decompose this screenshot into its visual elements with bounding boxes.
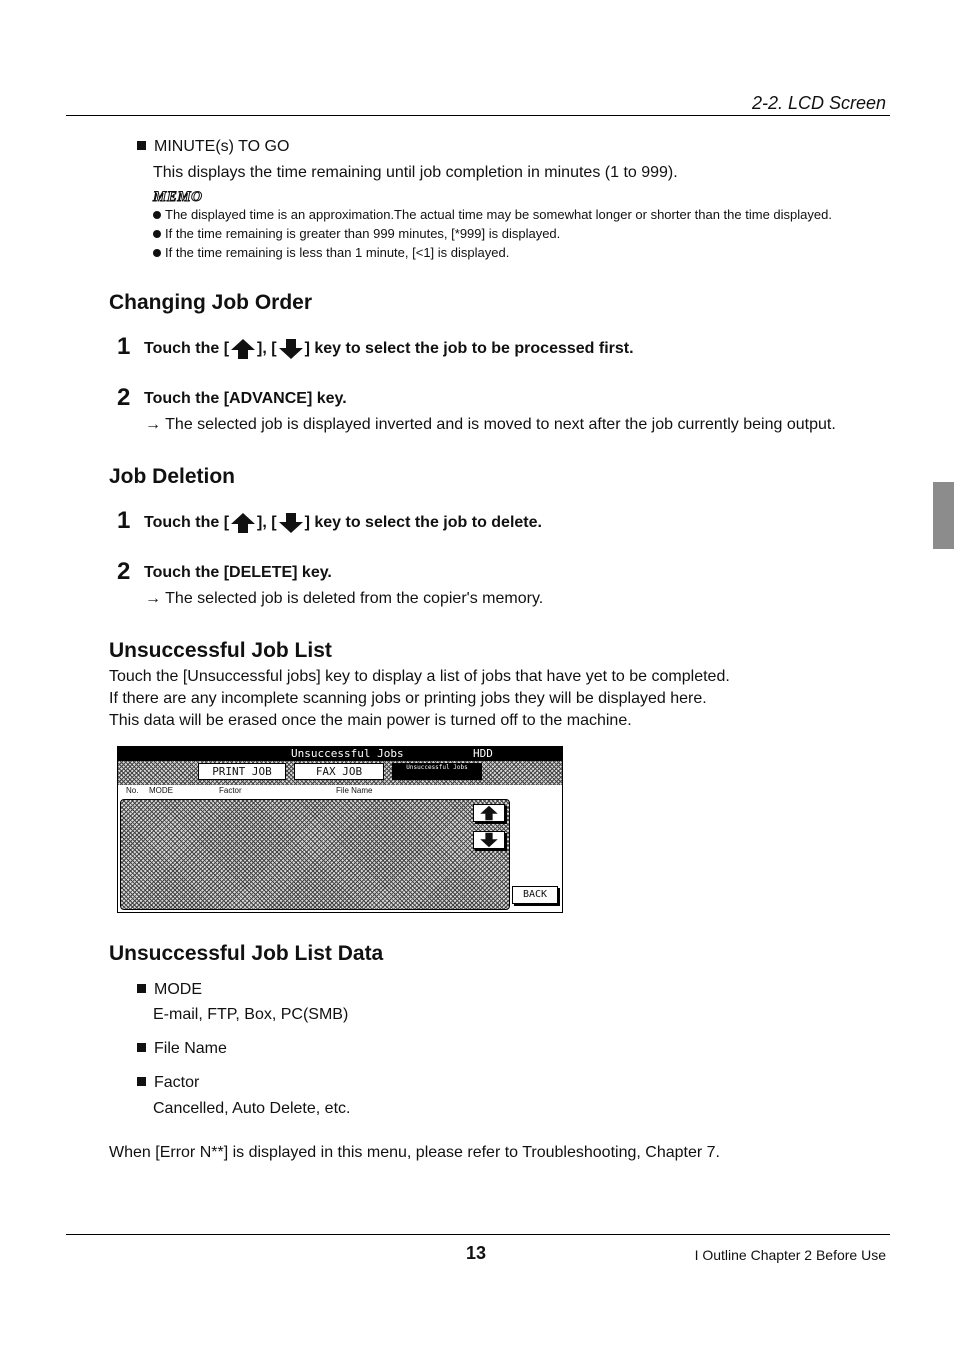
header-rule [66,115,890,116]
memo-note-3: If the time remaining is less than 1 minute, [<1] is displayed. [153,245,509,260]
lcd-col-factor: Factor [219,786,242,795]
lcd-capacity: HDD [473,747,493,760]
step-number: 1 [117,333,131,360]
square-bullet-icon [137,141,146,150]
up-arrow-icon [474,805,504,821]
bullet-dot-icon [153,211,161,219]
paragraph: If there are any incomplete scanning jobs or printing jobs they will be displayed here. [109,690,707,707]
lcd-column-headers [118,785,562,797]
step-instruction: Touch the [ADVANCE] key. [144,390,347,407]
lcd-tab-bar [118,761,562,785]
changing-job-order-title: Changing Job Order [109,291,313,314]
step-number: 2 [117,558,131,585]
step-instruction: Touch the [ ], [ ] key to select the job to delete. [144,512,542,534]
lcd-col-file-name: File Name [336,786,373,795]
lcd-job-list[interactable] [120,799,510,910]
lcd-back-button[interactable]: BACK [512,886,558,904]
section-header-title: 2-2. LCD Screen [751,93,886,113]
minutes-heading: MINUTE(s) TO GO [137,138,289,156]
list-data-item-mode: MODE [137,981,202,999]
bullet-dot-icon [153,249,161,257]
down-arrow-icon [278,338,304,360]
lcd-screen-image [117,746,563,913]
up-arrow-icon [230,512,256,534]
list-data-item-file-name: File Name [137,1040,227,1058]
lcd-title: Unsuccessful Jobs [291,747,404,760]
lcd-title-bar [118,747,562,761]
page-number: 13 [466,1243,487,1263]
chapter-side-tab [933,482,954,549]
step-result: → The selected job is displayed inverted and is moved to next after the job currently being output. [145,416,836,433]
job-deletion-title: Job Deletion [109,465,236,488]
lcd-tab-unsuccessful-jobs[interactable]: Unsuccessful Jobs [392,763,482,780]
memo-label: MEMO [153,189,203,205]
up-arrow-icon [230,338,256,360]
step-instruction: Touch the [DELETE] key. [144,564,332,581]
footer-chapter: I Outline Chapter 2 Before Use [694,1247,886,1263]
lcd-scroll-up-button[interactable] [473,804,505,822]
memo-note-2: If the time remaining is greater than 999 minutes, [*999] is displayed. [153,226,560,241]
lcd-tab-fax-job[interactable]: FAX JOB [294,763,384,780]
square-bullet-icon [137,984,146,993]
lcd-col-mode: MODE [149,786,173,795]
step-number: 1 [117,507,131,534]
list-data-detail: Cancelled, Auto Delete, etc. [153,1100,351,1117]
list-data-item-factor: Factor [137,1074,199,1092]
square-bullet-icon [137,1043,146,1052]
lcd-scroll-down-button[interactable] [473,831,505,849]
unsuccessful-list-title: Unsuccessful Job List [109,639,332,662]
square-bullet-icon [137,1077,146,1086]
lcd-tab-print-job[interactable]: PRINT JOB [198,763,286,780]
list-data-title: Unsuccessful Job List Data [109,942,384,965]
minutes-description: This displays the time remaining until job completion in minutes (1 to 999). [153,164,678,181]
result-arrow-icon: → [145,416,161,433]
paragraph: Touch the [Unsuccessful jobs] key to display a list of jobs that have yet to be completed. [109,668,730,685]
result-arrow-icon: → [145,590,161,607]
step-instruction: Touch the [ ], [ ] key to select the job to be processed first. [144,338,634,360]
memo-note-1: The displayed time is an approximation.The actual time may be somewhat longer or shorter than the time displayed. [153,207,832,222]
lcd-col-no: No. [126,786,139,795]
paragraph: This data will be erased once the main power is turned off to the machine. [109,712,632,729]
bullet-dot-icon [153,230,161,238]
footer-rule [66,1234,890,1235]
down-arrow-icon [474,832,504,848]
step-number: 2 [117,384,131,411]
down-arrow-icon [278,512,304,534]
step-result: → The selected job is deleted from the copier's memory. [145,590,544,607]
list-data-detail: E-mail, FTP, Box, PC(SMB) [153,1006,349,1023]
error-note: When [Error N**] is displayed in this menu, please refer to Troubleshooting, Chapter 7. [109,1144,720,1161]
